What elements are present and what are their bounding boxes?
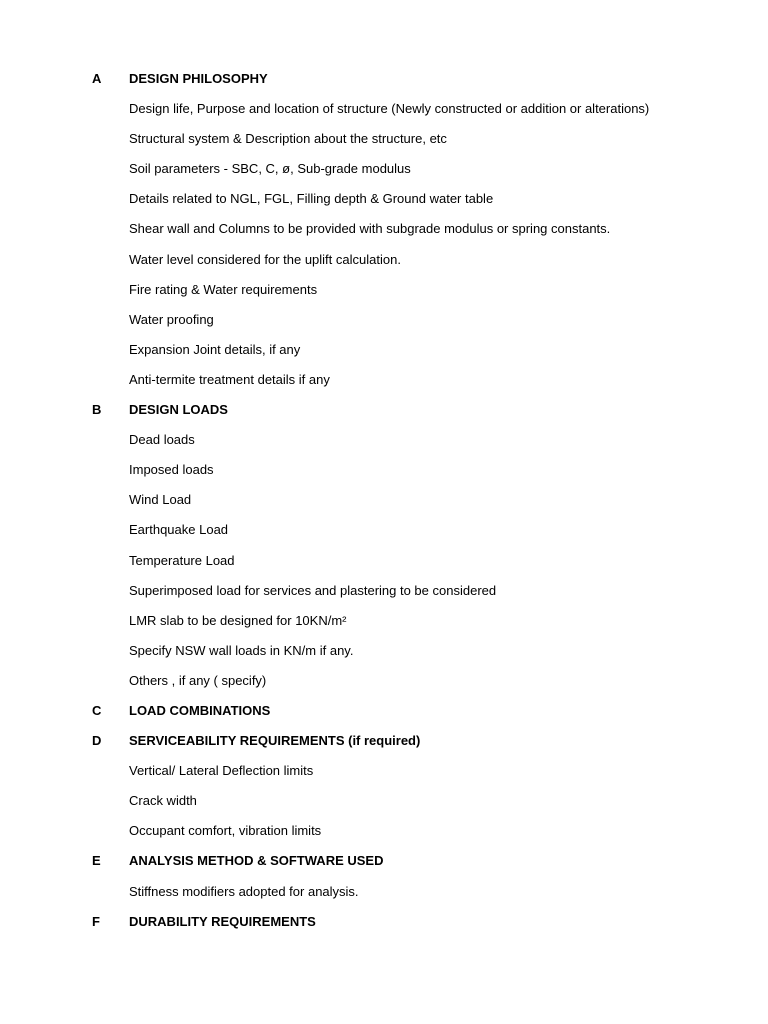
list-item-text: Others , if any ( specify) (129, 672, 267, 688)
section-letter: D (92, 733, 102, 749)
list-item-text: LMR slab to be designed for 10KN/m² (129, 612, 347, 628)
list-item (0, 281, 768, 311)
list-item-text: Water level considered for the uplift calculation. (129, 251, 401, 267)
list-item-text: Earthquake Load (129, 522, 229, 538)
list-item-text: Imposed loads (129, 462, 214, 478)
section-letter: C (92, 702, 102, 718)
list-item-text: Crack width (129, 793, 197, 809)
list-item-text: Shear wall and Columns to be provided with subgrade modulus or spring constants. (129, 221, 611, 237)
section-title: SERVICEABILITY REQUIREMENTS (if required) (129, 733, 421, 749)
list-item (0, 311, 768, 341)
list-item-text: Superimposed load for services and plastering to be considered (129, 582, 497, 598)
section-heading (0, 913, 768, 943)
section-letter: A (92, 71, 102, 86)
list-item (0, 371, 768, 401)
section-heading (0, 852, 768, 882)
section-title: LOAD COMBINATIONS (129, 702, 271, 718)
section-heading (0, 702, 768, 732)
section-title: ANALYSIS METHOD & SOFTWARE USED (129, 853, 384, 869)
list-item (0, 220, 768, 250)
list-item (0, 552, 768, 582)
list-item (0, 100, 768, 130)
list-item (0, 190, 768, 220)
list-item (0, 612, 768, 642)
section-title: DURABILITY REQUIREMENTS (129, 913, 316, 929)
list-item (0, 883, 768, 913)
list-item-text: Structural system & Description about the structure, etc (129, 131, 447, 147)
section-heading (0, 732, 768, 762)
design-checklist (0, 70, 768, 943)
list-item (0, 642, 768, 672)
list-item (0, 521, 768, 551)
section-letter: F (92, 913, 100, 929)
list-item-text: Anti-termite treatment details if any (129, 371, 330, 387)
list-item (0, 762, 768, 792)
list-item (0, 431, 768, 461)
section-heading (0, 70, 768, 100)
list-item-text: Dead loads (129, 432, 195, 448)
list-item-text: Vertical/ Lateral Deflection limits (129, 763, 314, 779)
list-item (0, 461, 768, 491)
list-item-text: Details related to NGL, FGL, Filling depth & Ground water table (129, 191, 494, 207)
list-item-text: Design life, Purpose and location of structure (Newly constructed or addition or alterations) (129, 101, 650, 117)
section-title: DESIGN LOADS (129, 402, 228, 418)
list-item (0, 341, 768, 371)
list-item-text: Soil parameters - SBC, C, ø, Sub-grade modulus (129, 161, 411, 177)
list-item (0, 582, 768, 612)
section-heading (0, 401, 768, 431)
list-item-text: Temperature Load (129, 552, 235, 568)
section-title: DESIGN PHILOSOPHY (129, 71, 268, 86)
list-item (0, 160, 768, 190)
list-item-text: Stiffness modifiers adopted for analysis. (129, 883, 359, 899)
section-letter: B (92, 402, 102, 418)
list-item (0, 672, 768, 702)
list-item (0, 822, 768, 852)
list-item-text: Fire rating & Water requirements (129, 281, 318, 297)
list-item-text: Specify NSW wall loads in KN/m if any. (129, 642, 354, 658)
list-item (0, 130, 768, 160)
list-item-text: Occupant comfort, vibration limits (129, 823, 322, 839)
list-item-text: Water proofing (129, 311, 214, 327)
list-item-text: Wind Load (129, 492, 192, 508)
list-item (0, 792, 768, 822)
list-item-text: Expansion Joint details, if any (129, 341, 301, 357)
section-letter: E (92, 853, 101, 869)
list-item (0, 491, 768, 521)
list-item (0, 251, 768, 281)
